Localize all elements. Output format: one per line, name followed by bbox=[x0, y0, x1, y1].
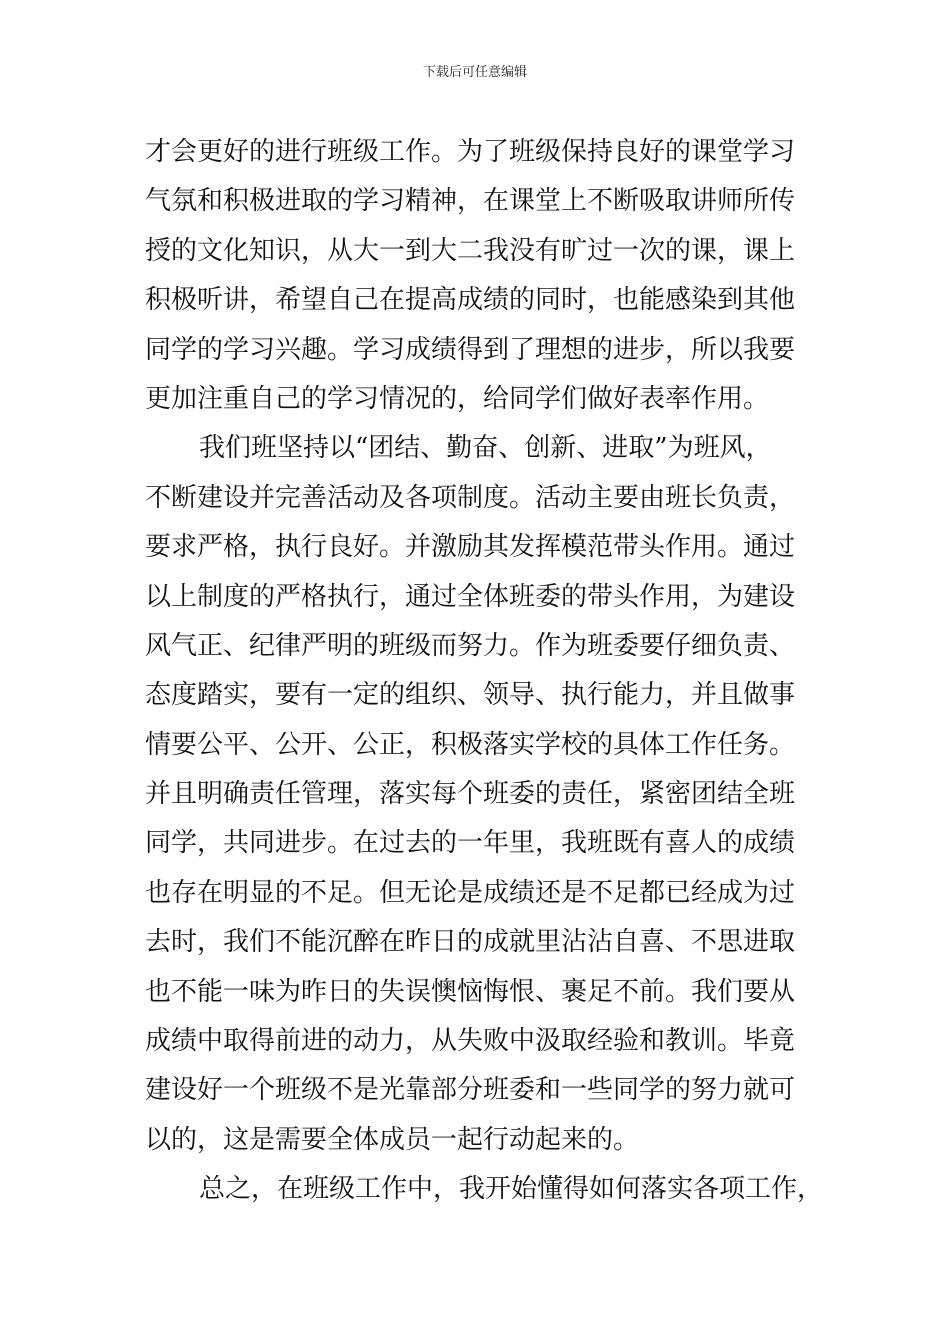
text-line: 同学的学习兴趣。学习成绩得到了理想的进步，所以我要 bbox=[145, 334, 796, 365]
text-line: 并且明确责任管理，落实每个班委的责任，紧密团结全班 bbox=[145, 779, 796, 810]
paragraph-first-line: 我们班坚持以“团结、勤奋、创新、进取”为班风， bbox=[199, 433, 772, 464]
text-line: 要求严格，执行良好。并激励其发挥模范带头作用。通过 bbox=[145, 532, 796, 563]
text-line: 以的，这是需要全体成员一起行动起来的。 bbox=[145, 1124, 640, 1155]
text-line: 不断建设并完善活动及各项制度。活动主要由班长负责， bbox=[145, 482, 796, 513]
text-line: 态度踏实，要有一定的组织、领导、执行能力，并且做事 bbox=[145, 680, 796, 711]
text-line: 建设好一个班级不是光靠部分班委和一些同学的努力就可 bbox=[145, 1075, 796, 1106]
text-line: 同学，共同进步。在过去的一年里，我班既有喜人的成绩 bbox=[145, 828, 796, 859]
text-line: 成绩中取得前进的动力，从失败中汲取经验和教训。毕竟 bbox=[145, 1026, 796, 1057]
text-line: 积极听讲，希望自己在提高成绩的同时，也能感染到其他 bbox=[145, 285, 796, 316]
text-line: 才会更好的进行班级工作。为了班级保持良好的课堂学习 bbox=[145, 137, 796, 167]
text-line: 情要公平、公开、公正，积极落实学校的具体工作任务。 bbox=[145, 729, 796, 760]
text-line: 也存在明显的不足。但无论是成绩还是不足都已经成为过 bbox=[145, 877, 796, 908]
document-body bbox=[145, 128, 825, 1215]
text-line: 以上制度的严格执行，通过全体班委的带头作用，为建设 bbox=[145, 581, 796, 612]
text-line: 也不能一味为昨日的失误懊恼悔恨、裹足不前。我们要从 bbox=[145, 976, 796, 1007]
text-line: 风气正、纪律严明的班级而努力。作为班委要仔细负责、 bbox=[145, 630, 796, 661]
text-line: 授的文化知识，从大一到大二我没有旷过一次的课，课上 bbox=[145, 235, 796, 266]
text-line: 更加注重自己的学习情况的，给同学们做好表率作用。 bbox=[145, 383, 770, 414]
text-line: 气氛和积极进取的学习精神，在课堂上不断吸取讲师所传 bbox=[145, 186, 796, 217]
page-header: 下载后可任意编辑 bbox=[422, 65, 527, 80]
paragraph-first-line: 总之，在班级工作中，我开始懂得如何落实各项工作， bbox=[199, 1174, 824, 1205]
text-line: 去时，我们不能沉醉在昨日的成就里沾沾自喜、不思进取 bbox=[145, 927, 796, 958]
